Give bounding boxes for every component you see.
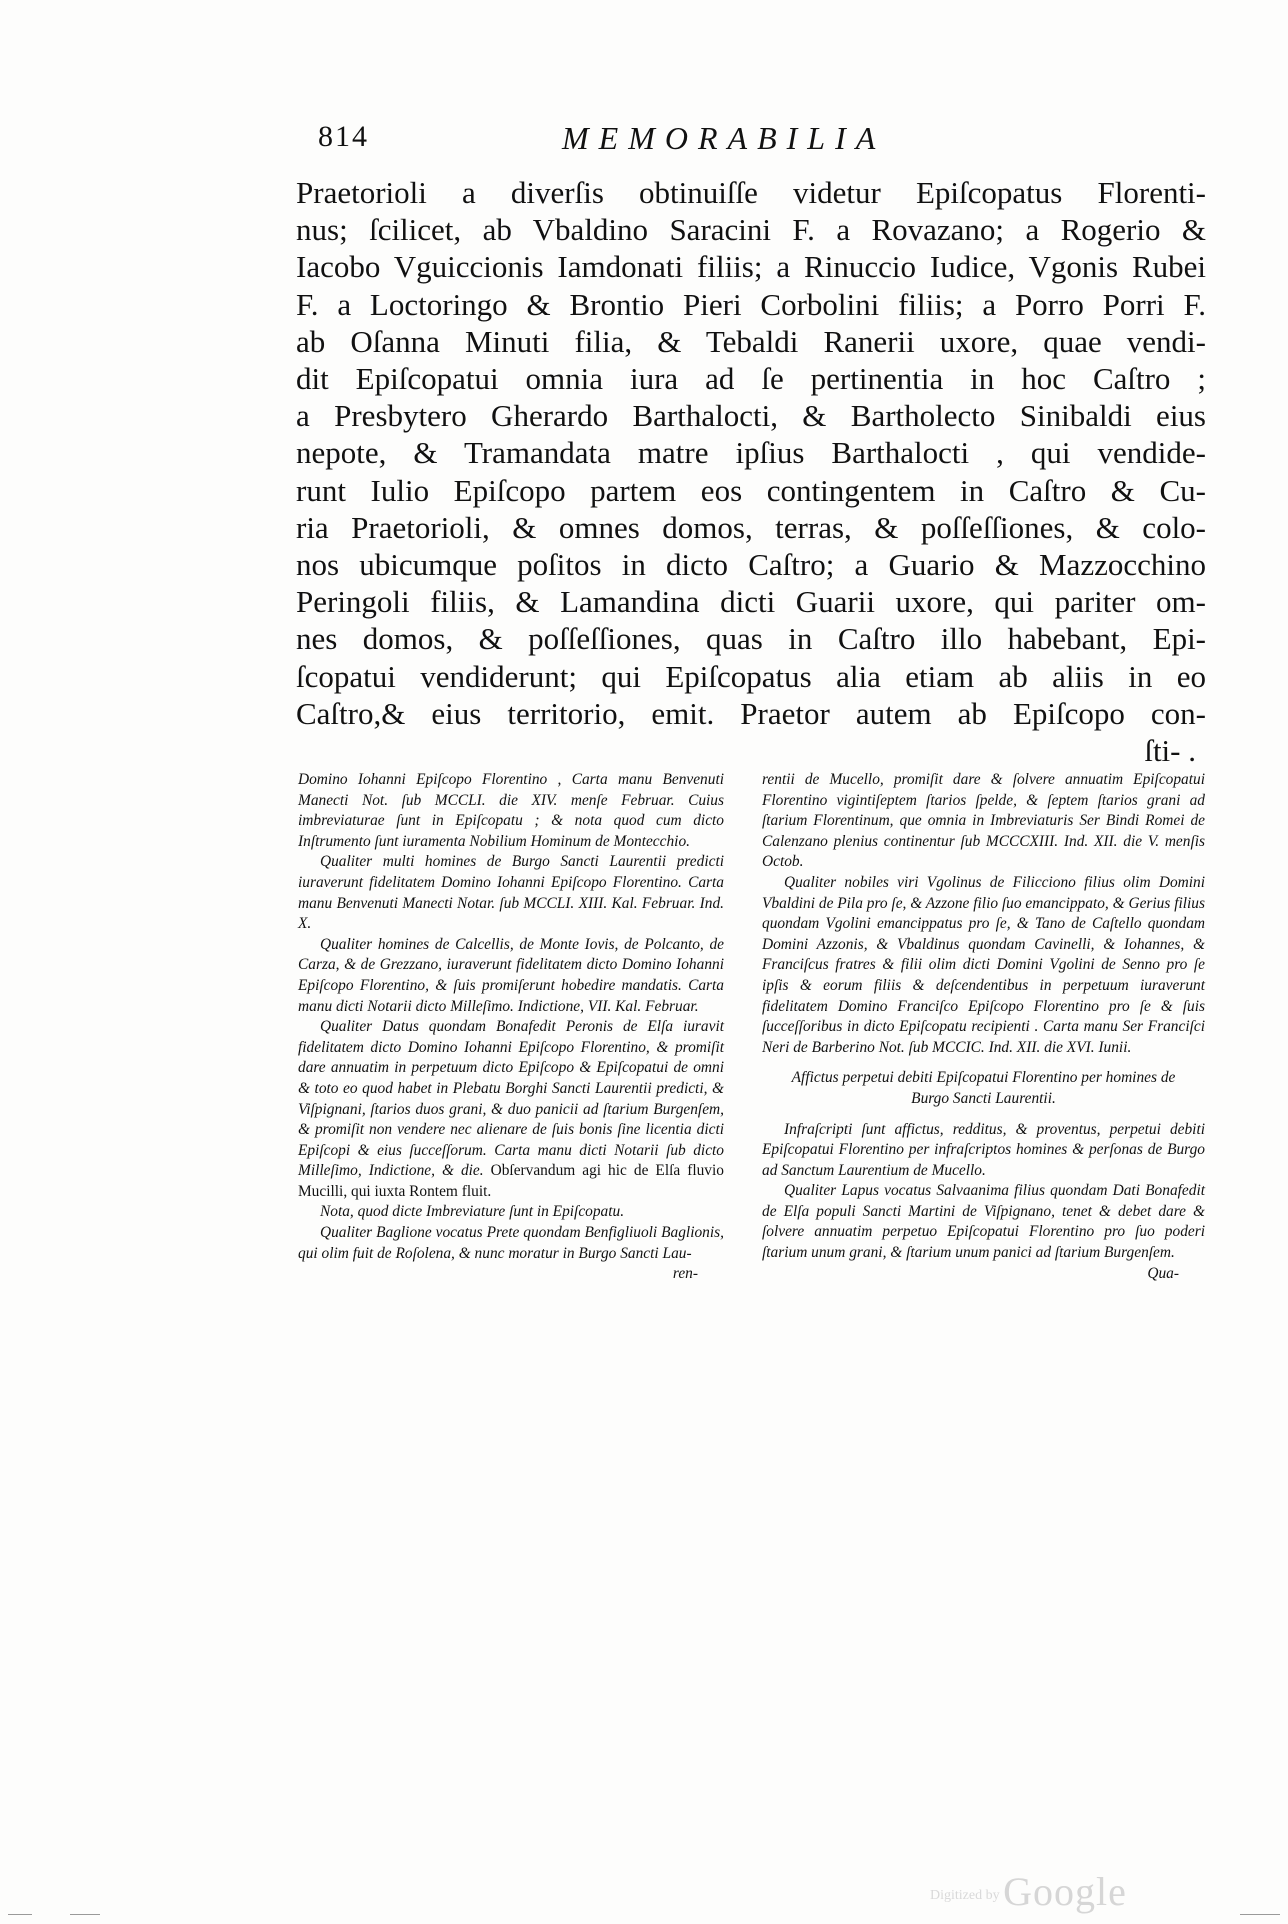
footnote-paragraph bbox=[298, 1017, 724, 1202]
footnote-paragraph: Nota, quod dicte Imbreviature ſunt in Epiſcopatu. bbox=[320, 1203, 625, 1221]
watermark-prefix: Digitized by bbox=[930, 1888, 1000, 1903]
main-text-line: nus; ſcilicet, ab Vbaldino Saracini F. a Rovazano; a Rogerio & bbox=[296, 212, 1206, 248]
main-text-line: ria Praetorioli, & omnes domos, terras, & poſſeſſiones, & colo- bbox=[296, 509, 1206, 545]
spacer bbox=[762, 1058, 1205, 1068]
scan-edge-mark bbox=[70, 1914, 100, 1915]
page-header bbox=[318, 120, 954, 166]
scan-edge-mark bbox=[1240, 1914, 1280, 1915]
footnote-paragraph: Qualiter Baglione vocatus Prete quondam Benfigliuoli Baglionis, qui olim fuit de Roſolena, & nunc moratur in Burgo Sancti Lau- bbox=[298, 1224, 724, 1262]
running-title: MEMORABILIA bbox=[562, 120, 886, 156]
footnote-paragraph: Domino Iohanni Epiſcopo Florentino , Carta manu Benvenuti Manecti Not. ſub MCCLI. die XIV. menſe Februar. Cuius imbreviaturae ſunt in Epiſcopatu ; & nota quod cum dicto Inſtrumento ſunt iuramenta Nobilium Hominum de Montecchio. bbox=[298, 771, 724, 850]
footnote-text: Qualiter Datus quondam Bonafedit Peronis de Elſa iuravit fidelitatem dicto Domino Iohanni Epiſcopo Florentino, & promiſit dare annuatim in perpetuum dicto Epiſcopo & Epiſcopatui de omni & toto eo quod habet in Plebatu Borghi Sancti Laurentii predicti, & Viſpignani, ſtarios duos grani, & duo panicii ad ſtarium Burgenſem, & promiſit non vendere nec alienare de ſuis bonis ſine licentia dicti Epiſcopi & eius ſucceſſorum. Carta manu dicti Notarii ſub dicto Milleſimo, Indictione, & die. bbox=[298, 1018, 724, 1180]
main-text-line: Iacobo Vguiccionis Iamdonati filiis; a Rinuccio Iudice, Vgonis Rubei bbox=[296, 249, 1206, 285]
google-logo: Google bbox=[1003, 1869, 1127, 1914]
page-number: 814 bbox=[318, 120, 369, 153]
footnote-paragraph: Qualiter homines de Calcellis, de Monte Iovis, de Polcanto, de Carza, & de Grezzano, iuraverunt fidelitatem dicto Domino Iohanni Epiſcopo Florentino, & ſuis promiſerunt hobedire mandatis. Carta manu dicti Notarii dicto Milleſimo. Indictione, VII. Kal. Februar. bbox=[298, 935, 724, 1015]
main-text-block bbox=[296, 174, 1206, 769]
footnote-column-left bbox=[298, 770, 724, 1285]
main-text-line: Praetorioli a diverſis obtinuiſſe videtur Epiſcopatus Florenti- bbox=[296, 175, 1206, 210]
spacer bbox=[762, 1110, 1205, 1120]
main-catchword: ſti- . bbox=[1144, 733, 1196, 769]
digitization-watermark bbox=[930, 1868, 1127, 1915]
main-text-line: a Presbytero Gherardo Barthalocti, & Bartholecto Sinibaldi eius bbox=[296, 398, 1206, 434]
footnote-paragraph: Qualiter nobiles viri Vgolinus de Filicciono filius olim Domini Vbaldini de Pila pro ſe, & Azzone filio ſuo emancippato, & Gerius filius quondam Vgolini emancippatus pro ſe, & Tano de Caſtello quondam Domini Azzonis, & Vbaldinus quondam Cavinelli, & Iohannes, & Franciſcus fratres & filii olim dicti Domini Vgolini de Senno pro ſe ipſis & eorum filiis & deſcendentibus in perpetuum iuraverunt fidelitatem Domino Franciſco Epiſcopo Florentino pro ſe & ſuis ſucceſſoribus in dicto Epiſcopatu recipienti . Carta manu Ser Franciſci Neri de Barberino Not. ſub MCCIC. Ind. XII. die XVI. Iunii. bbox=[762, 873, 1205, 1056]
main-text-line: F. a Loctoringo & Brontio Pieri Corbolini filiis; a Porro Porri F. bbox=[296, 286, 1206, 322]
footnote-paragraph: Qualiter Lapus vocatus Salvaanima filius quondam Dati Bonafedit de Elſa populi Sancti Martini de Viſpignano, tenet & debet dare & ſolvere annuatim perpetuo Epiſcopatui Florentino pro ſuo poderi ſtarium unum grani, & ſtarium unum panici ad ſtarium Burgenſem. bbox=[762, 1182, 1205, 1262]
main-text-line: runt Iulio Epiſcopo partem eos contingentem in Caſtro & Cu- bbox=[296, 472, 1206, 508]
scan-edge-mark bbox=[8, 1914, 32, 1915]
main-text-line: Caſtro,& eius territorio, emit. Praetor autem ab Epiſcopo con- bbox=[296, 695, 1206, 731]
main-text-line: ſcopatui vendiderunt; qui Epiſcopatus alia etiam ab aliis in eo bbox=[296, 658, 1206, 694]
main-text-line: dit Epiſcopatui omnia iura ad ſe pertinentia in hoc Caſtro ; bbox=[296, 361, 1206, 397]
footnote-column-right bbox=[762, 770, 1205, 1284]
main-text-line: ab Oſanna Minuti filia, & Tebaldi Ranerii uxore, quae vendi- bbox=[296, 323, 1206, 359]
main-text-line: Peringoli filiis, & Lamandina dicti Guarii uxore, qui pariter om- bbox=[296, 584, 1206, 620]
footnote-paragraph: Qualiter multi homines de Burgo Sancti Laurentii predicti iuraverunt fidelitatem Domino Iohanni Epiſcopo Florentino. Carta manu Benvenuti Manecti Notar. ſub MCCLI. XIII. Kal. Februar. Ind. X. bbox=[298, 853, 724, 933]
footnote-catchword: Qua- bbox=[1147, 1264, 1179, 1282]
footnote-paragraph: Infraſcripti ſunt affictus, redditus, & proventus, perpetui debiti Epiſcopatui Florentino per infraſcriptos homines & perſonas de Burgo ad Sanctum Laurentium de Mucello. bbox=[762, 1120, 1205, 1179]
footnote-paragraph: rentii de Mucello, promiſit dare & ſolvere annuatim Epiſcopatui Florentino vigintiſeptem ſtarios ſpelde, & ſeptem ſtarios grani ad ſtarium Florentinum, que omnia in Imbreviaturis Ser Bindi Romei de Calenzano plenius continentur ſub MCCCXIII. Ind. XII. die V. menſis Octob. bbox=[762, 771, 1205, 871]
main-text-line: nepote, & Tramandata matre ipſius Barthalocti , qui vendide- bbox=[296, 435, 1206, 471]
footnote-editor-remark: Obſervandum agi hic de Elſa fluvio Mucilli, qui iuxta Rontem fluit. bbox=[298, 1162, 724, 1200]
main-text-line: nos ubicumque poſitos in dicto Caſtro; a Guario & Mazzocchino bbox=[296, 547, 1206, 583]
main-text-line: nes domos, & poſſeſſiones, quas in Caſtro illo habebant, Epi- bbox=[296, 621, 1206, 657]
footnote-catchword: ren- bbox=[672, 1265, 698, 1283]
footnote-section-heading: Affictus perpetui debiti Epiſcopatui Florentino per homines de Burgo Sancti Laurentii. bbox=[791, 1069, 1176, 1107]
